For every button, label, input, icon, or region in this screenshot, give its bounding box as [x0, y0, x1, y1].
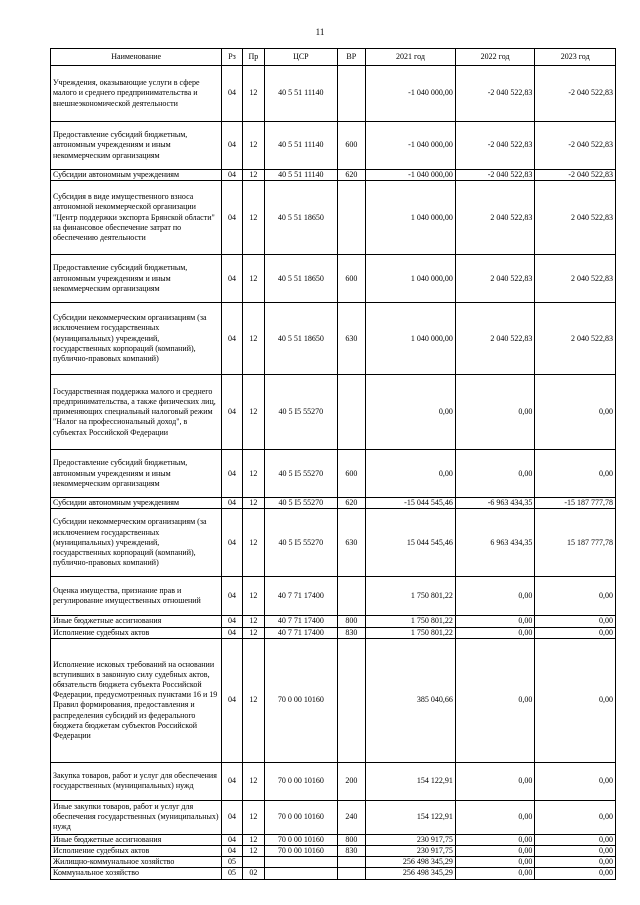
- cell-csr: 40 5 51 18650: [265, 255, 337, 303]
- cell-rz: 04: [222, 122, 242, 170]
- cell-csr: 40 7 71 17400: [265, 627, 337, 638]
- cell-csr: 40 5 I5 55270: [265, 375, 337, 450]
- cell-2022: 0,00: [455, 834, 535, 845]
- cell-2021: 1 040 000,00: [366, 303, 456, 375]
- cell-2022: -2 040 522,83: [455, 122, 535, 170]
- cell-2023: 15 187 777,78: [535, 509, 616, 577]
- cell-pr: 12: [242, 800, 264, 834]
- cell-pr: 12: [242, 498, 264, 509]
- cell-2023: 2 040 522,83: [535, 255, 616, 303]
- table-row: [51, 170, 616, 181]
- cell-2021: 256 498 345,29: [366, 857, 456, 868]
- cell-csr: 40 5 51 18650: [265, 181, 337, 255]
- cell-2022: 0,00: [455, 450, 535, 498]
- cell-name: Иные бюджетные ассигнования: [51, 834, 222, 845]
- cell-2021: -1 040 000,00: [366, 66, 456, 122]
- cell-2021: 15 044 545,46: [366, 509, 456, 577]
- cell-2022: -6 963 434,35: [455, 498, 535, 509]
- cell-pr: 12: [242, 834, 264, 845]
- cell-name: Субсидии автономным учреждениям: [51, 170, 222, 181]
- cell-name: Исполнение судебных актов: [51, 627, 222, 638]
- cell-2022: 0,00: [455, 868, 535, 879]
- table-row: [51, 66, 616, 122]
- cell-pr: 02: [242, 868, 264, 879]
- cell-vr: 200: [337, 762, 366, 800]
- cell-rz: 04: [222, 577, 242, 616]
- cell-vr: [337, 868, 366, 879]
- cell-vr: 620: [337, 498, 366, 509]
- cell-2022: -2 040 522,83: [455, 66, 535, 122]
- cell-vr: 630: [337, 303, 366, 375]
- header-2023: 2023 год: [535, 49, 616, 66]
- cell-rz: 04: [222, 834, 242, 845]
- cell-csr: 40 5 51 11140: [265, 122, 337, 170]
- cell-2023: 0,00: [535, 450, 616, 498]
- cell-rz: 05: [222, 868, 242, 879]
- cell-name: Коммунальное хозяйство: [51, 868, 222, 879]
- cell-vr: [337, 181, 366, 255]
- cell-csr: [265, 857, 337, 868]
- cell-rz: 04: [222, 627, 242, 638]
- cell-2021: 154 122,91: [366, 762, 456, 800]
- cell-pr: 12: [242, 762, 264, 800]
- cell-2023: 2 040 522,83: [535, 181, 616, 255]
- table-row: [51, 800, 616, 834]
- cell-pr: 12: [242, 375, 264, 450]
- cell-pr: 12: [242, 450, 264, 498]
- cell-pr: 12: [242, 509, 264, 577]
- cell-2021: 230 917,75: [366, 834, 456, 845]
- cell-csr: 40 5 I5 55270: [265, 498, 337, 509]
- cell-vr: 830: [337, 627, 366, 638]
- cell-pr: 12: [242, 638, 264, 762]
- cell-rz: 04: [222, 303, 242, 375]
- table-row: [51, 834, 616, 845]
- cell-2023: 0,00: [535, 834, 616, 845]
- table-body: [51, 66, 616, 880]
- table-row: [51, 868, 616, 879]
- header-csr: ЦСР: [265, 49, 337, 66]
- cell-csr: 40 5 51 18650: [265, 303, 337, 375]
- header-2022: 2022 год: [455, 49, 535, 66]
- cell-csr: 70 0 00 10160: [265, 846, 337, 857]
- cell-csr: 40 5 I5 55270: [265, 450, 337, 498]
- cell-csr: 40 7 71 17400: [265, 616, 337, 627]
- cell-pr: 12: [242, 303, 264, 375]
- cell-csr: 70 0 00 10160: [265, 834, 337, 845]
- cell-2022: 0,00: [455, 577, 535, 616]
- cell-2021: -15 044 545,46: [366, 498, 456, 509]
- cell-name: Учреждения, оказывающие услуги в сфере малого и среднего предпринимательства и внешнеэкономической деятельности: [51, 66, 222, 122]
- cell-2022: 0,00: [455, 375, 535, 450]
- cell-2023: 0,00: [535, 846, 616, 857]
- cell-2021: 1 750 801,22: [366, 577, 456, 616]
- cell-rz: 04: [222, 66, 242, 122]
- cell-vr: [337, 577, 366, 616]
- header-name: Наименование: [51, 49, 222, 66]
- cell-rz: 04: [222, 509, 242, 577]
- cell-csr: 70 0 00 10160: [265, 762, 337, 800]
- cell-2021: 256 498 345,29: [366, 868, 456, 879]
- cell-name: Закупка товаров, работ и услуг для обеспечения государственных (муниципальных) нужд: [51, 762, 222, 800]
- cell-csr: 40 5 51 11140: [265, 170, 337, 181]
- table-row: [51, 450, 616, 498]
- cell-2022: 0,00: [455, 857, 535, 868]
- cell-2022: 0,00: [455, 616, 535, 627]
- header-pr: Пр: [242, 49, 264, 66]
- cell-vr: [337, 638, 366, 762]
- cell-2021: 230 917,75: [366, 846, 456, 857]
- cell-rz: 04: [222, 846, 242, 857]
- cell-rz: 04: [222, 450, 242, 498]
- cell-rz: 04: [222, 181, 242, 255]
- cell-name: Иные закупки товаров, работ и услуг для обеспечения государственных (муниципальных) нужд: [51, 800, 222, 834]
- cell-2023: -2 040 522,83: [535, 170, 616, 181]
- cell-name: Иные бюджетные ассигнования: [51, 616, 222, 627]
- cell-rz: 05: [222, 857, 242, 868]
- cell-pr: 12: [242, 181, 264, 255]
- cell-csr: 40 7 71 17400: [265, 577, 337, 616]
- cell-2022: 6 963 434,35: [455, 509, 535, 577]
- cell-name: Субсидии некоммерческим организациям (за исключением государственных (муниципальных) учреждений, государственных корпораций (компаний), публично-правовых компаний): [51, 509, 222, 577]
- table-row: [51, 846, 616, 857]
- cell-name: Субсидии некоммерческим организациям (за исключением государственных (муниципальных) учреждений, государственных корпораций (компаний), публично-правовых компаний): [51, 303, 222, 375]
- cell-csr: 70 0 00 10160: [265, 638, 337, 762]
- table-row: [51, 857, 616, 868]
- cell-vr: 830: [337, 846, 366, 857]
- table-row: [51, 762, 616, 800]
- cell-pr: 12: [242, 616, 264, 627]
- cell-2022: 0,00: [455, 800, 535, 834]
- cell-2023: 0,00: [535, 616, 616, 627]
- cell-pr: 12: [242, 122, 264, 170]
- table-row: [51, 616, 616, 627]
- cell-vr: 240: [337, 800, 366, 834]
- table-row: [51, 577, 616, 616]
- cell-vr: 620: [337, 170, 366, 181]
- cell-rz: 04: [222, 375, 242, 450]
- cell-2022: 2 040 522,83: [455, 181, 535, 255]
- table-row: [51, 255, 616, 303]
- cell-vr: 600: [337, 450, 366, 498]
- header-2021: 2021 год: [366, 49, 456, 66]
- cell-2021: 1 750 801,22: [366, 616, 456, 627]
- table-row: [51, 509, 616, 577]
- cell-2021: 154 122,91: [366, 800, 456, 834]
- cell-vr: [337, 857, 366, 868]
- table-row: [51, 122, 616, 170]
- cell-vr: 800: [337, 834, 366, 845]
- cell-2021: 385 040,66: [366, 638, 456, 762]
- cell-2021: 1 040 000,00: [366, 181, 456, 255]
- cell-2021: -1 040 000,00: [366, 122, 456, 170]
- budget-table: [50, 48, 616, 880]
- cell-name: Жилищно-коммунальное хозяйство: [51, 857, 222, 868]
- cell-csr: 40 5 51 11140: [265, 66, 337, 122]
- cell-pr: 12: [242, 255, 264, 303]
- cell-2023: -2 040 522,83: [535, 122, 616, 170]
- cell-2023: 0,00: [535, 800, 616, 834]
- cell-name: Предоставление субсидий бюджетным, автономным учреждениям и иным некоммерческим организациям: [51, 255, 222, 303]
- cell-rz: 04: [222, 638, 242, 762]
- cell-2021: 0,00: [366, 450, 456, 498]
- cell-2023: 0,00: [535, 868, 616, 879]
- cell-vr: [337, 375, 366, 450]
- cell-name: Государственная поддержка малого и среднего предпринимательства, а также физических лиц, применяющих специальный налоговый режим "Налог на профессиональный доход", в субъектах Российской Федерации: [51, 375, 222, 450]
- cell-pr: [242, 857, 264, 868]
- cell-2022: -2 040 522,83: [455, 170, 535, 181]
- table-row: [51, 375, 616, 450]
- cell-rz: 04: [222, 616, 242, 627]
- cell-vr: [337, 66, 366, 122]
- cell-2023: 0,00: [535, 762, 616, 800]
- cell-name: Исполнение судебных актов: [51, 846, 222, 857]
- cell-2021: 1 750 801,22: [366, 627, 456, 638]
- cell-2023: 0,00: [535, 857, 616, 868]
- cell-2022: 0,00: [455, 846, 535, 857]
- cell-pr: 12: [242, 846, 264, 857]
- cell-2023: 0,00: [535, 375, 616, 450]
- cell-rz: 04: [222, 800, 242, 834]
- cell-name: Субсидии автономным учреждениям: [51, 498, 222, 509]
- cell-2022: 0,00: [455, 627, 535, 638]
- cell-2023: -2 040 522,83: [535, 66, 616, 122]
- table-row: [51, 303, 616, 375]
- table-row: [51, 627, 616, 638]
- cell-name: Предоставление субсидий бюджетным, автономным учреждениям и иным некоммерческим организациям: [51, 450, 222, 498]
- cell-pr: 12: [242, 66, 264, 122]
- cell-pr: 12: [242, 577, 264, 616]
- cell-rz: 04: [222, 762, 242, 800]
- cell-csr: 40 5 I5 55270: [265, 509, 337, 577]
- table-row: [51, 498, 616, 509]
- cell-name: Оценка имущества, признание прав и регулирование имущественных отношений: [51, 577, 222, 616]
- cell-2022: 0,00: [455, 762, 535, 800]
- cell-rz: 04: [222, 255, 242, 303]
- cell-2023: 0,00: [535, 627, 616, 638]
- table-header-row: [51, 49, 616, 66]
- cell-pr: 12: [242, 627, 264, 638]
- header-vr: ВР: [337, 49, 366, 66]
- cell-2023: 2 040 522,83: [535, 303, 616, 375]
- cell-csr: [265, 868, 337, 879]
- cell-vr: 600: [337, 255, 366, 303]
- cell-2022: 2 040 522,83: [455, 303, 535, 375]
- header-rz: Рз: [222, 49, 242, 66]
- cell-2021: 1 040 000,00: [366, 255, 456, 303]
- cell-2022: 2 040 522,83: [455, 255, 535, 303]
- cell-2021: -1 040 000,00: [366, 170, 456, 181]
- table-row: [51, 181, 616, 255]
- cell-2023: 0,00: [535, 638, 616, 762]
- cell-csr: 70 0 00 10160: [265, 800, 337, 834]
- cell-2023: -15 187 777,78: [535, 498, 616, 509]
- cell-name: Исполнение исковых требований на основании вступивших в законную силу судебных актов, обязательств бюджета субъекта Российской Федерации, предусмотренных пунктами 16 и 19 Правил формирования, предоставления и распределения субсидий из федерального бюджета бюджетам субъектов Российской Федерации: [51, 638, 222, 762]
- cell-vr: 600: [337, 122, 366, 170]
- cell-2023: 0,00: [535, 577, 616, 616]
- cell-pr: 12: [242, 170, 264, 181]
- cell-rz: 04: [222, 498, 242, 509]
- cell-name: Предоставление субсидий бюджетным, автономным учреждениям и иным некоммерческим организациям: [51, 122, 222, 170]
- cell-2021: 0,00: [366, 375, 456, 450]
- cell-2022: 0,00: [455, 638, 535, 762]
- cell-rz: 04: [222, 170, 242, 181]
- table-row: [51, 638, 616, 762]
- page-number: 11: [315, 27, 325, 37]
- cell-vr: 630: [337, 509, 366, 577]
- cell-name: Субсидия в виде имущественного взноса автономной некоммерческой организации "Центр поддержки экспорта Брянской области" на финансовое обеспечение затрат по обеспечению деятельности: [51, 181, 222, 255]
- cell-vr: 800: [337, 616, 366, 627]
